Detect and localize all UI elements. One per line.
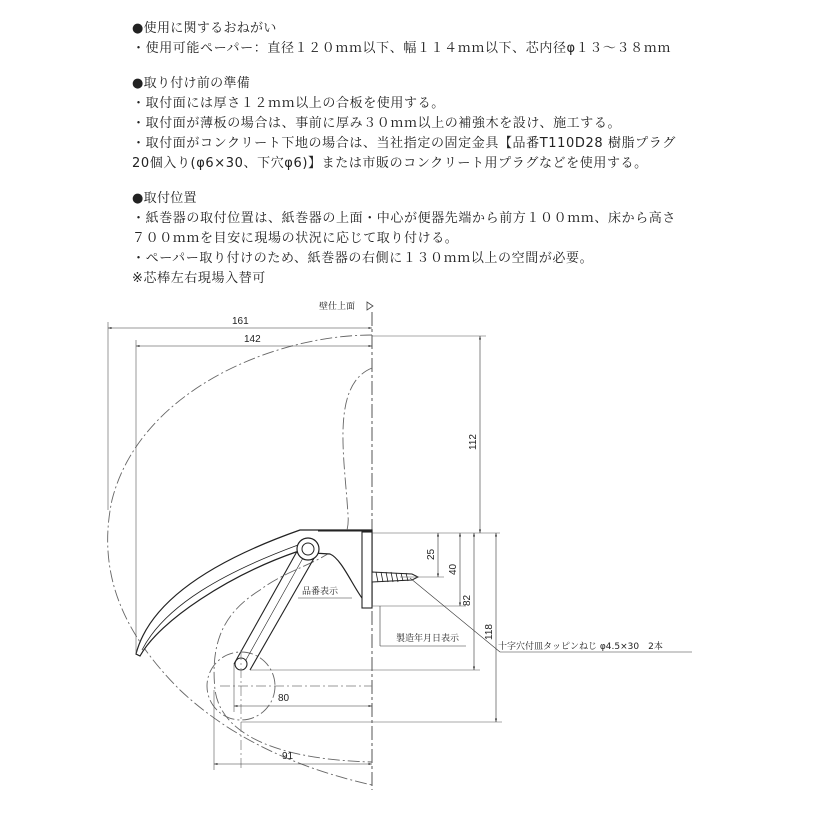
- arm-pivot-inner: [302, 543, 314, 555]
- holder-arm-right: [250, 553, 317, 670]
- dim-25: 25: [426, 548, 437, 560]
- preparation-line-1: ・取付面には厚さ１２ｍｍ以上の合板を使用する。: [132, 96, 445, 111]
- wall-bracket: [362, 532, 372, 608]
- preparation-heading: ●取り付け前の準備: [132, 76, 251, 91]
- position-heading: ●取付位置: [132, 191, 197, 206]
- side-view-drawing: [0, 290, 828, 828]
- preparation-line-3: ・取付面がコンクリート下地の場合は、当社指定の固定金具【品番T110D28 樹脂プラグ: [132, 136, 676, 151]
- position-line-3: ・ペーパー取り付けのため、紙巻器の右側に１３０ｍｍ以上の空間が必要。: [132, 251, 594, 266]
- position-line-2: ７００ｍｍを目安に現場の状況に応じて取り付ける。: [132, 231, 459, 246]
- dim-82: 82: [462, 594, 473, 606]
- preparation-section: [132, 73, 822, 174]
- position-line-1: ・紙巻器の取付位置は、紙巻器の上面・中心が便器先端から前方１００ｍｍ、床から高さ: [132, 211, 677, 226]
- position-line-4: ※芯棒左右現場入替可: [132, 271, 266, 286]
- dim-118: 118: [484, 624, 495, 640]
- preparation-line-2: ・取付面が薄板の場合は、事前に厚み３０ｍｍ以上の補強木を設け、施工する。: [132, 116, 622, 131]
- usage-heading: ●使用に関するおねがい: [132, 21, 277, 36]
- manufacture-date-label: 製造年月日表示: [396, 634, 460, 644]
- dim-112: 112: [468, 434, 479, 450]
- dim-91: 91: [282, 751, 294, 762]
- part-number-label: 品番表示: [302, 587, 339, 597]
- position-section: [132, 188, 822, 289]
- wall-marker-icon: [367, 302, 373, 310]
- wall-surface-label: 壁仕上面: [319, 302, 356, 312]
- dim-80: 80: [278, 693, 290, 704]
- installation-notes: [132, 18, 822, 303]
- dim-40: 40: [448, 563, 459, 575]
- usage-line-1: ・使用可能ペーパー：直径１２０ｍｍ以下、幅１１４ｍｍ以下、芯内径φ１３～３８ｍｍ: [132, 41, 671, 56]
- usage-section: [132, 18, 822, 59]
- screw-spec-label: 十字穴付皿タッピンねじ φ4.5×30 2本: [498, 642, 663, 652]
- dim-161: 161: [232, 316, 249, 327]
- preparation-line-4: 20個入り(φ6×30、下穴φ6)】または市販のコンクリート用プラグなどを使用する。: [132, 156, 648, 171]
- dim-142: 142: [244, 334, 261, 345]
